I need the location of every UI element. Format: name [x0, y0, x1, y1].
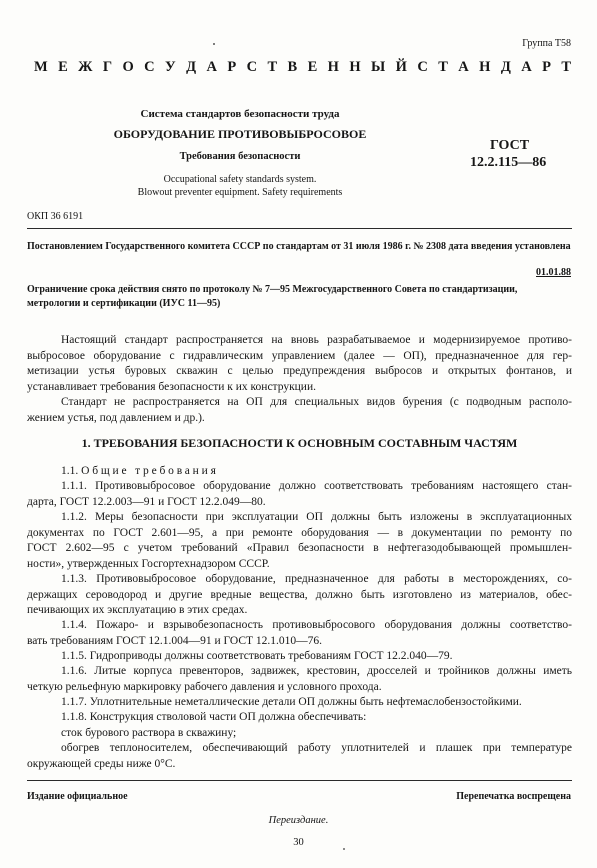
official-edition-label: Издание официальное	[27, 791, 128, 802]
text-line: обогрев теплоносителем, обеспечивающий работу уплотнителей и плашек при температуре	[61, 742, 572, 754]
scan-speck	[343, 848, 345, 850]
section-heading: 1. ТРЕБОВАНИЯ БЕЗОПАСНОСТИ К ОСНОВНЫМ СОСТАВНЫМ ЧАСТЯМ	[81, 436, 518, 450]
text-line: Стандарт не распространяется на ОП для специальных видов бурения (с подводным располо-	[61, 396, 572, 408]
document-title: ОБОРУДОВАНИЕ ПРОТИВОВЫБРОСОВОЕ	[113, 127, 367, 141]
subsection-heading	[27, 464, 572, 480]
text-line: жением устья, под давлением и др.).	[27, 411, 205, 424]
clause-1-1-1	[27, 479, 572, 510]
text-line: ности», утвержденных Госгортехнадзором СССР.	[27, 557, 270, 570]
gost-label: ГОСТ	[490, 138, 530, 153]
standard-type-word-1: М Е Ж Г О С У Д А Р С Т В Е Н Н Ы Й	[34, 59, 407, 75]
text-line: 1.1.3. Противовыбросовое оборудование, предназначенное для работы в месторождениях, со-	[61, 573, 572, 585]
text-line: документах по ГОСТ 2.601—95, а при ремонте оборудования — в документации по ремонту по	[27, 526, 572, 539]
system-name: Система стандартов безопасности труда	[140, 108, 340, 120]
text-line: 1.1.4. Пожаро- и взрывобезопасность противовыбросового оборудования должны соответство-	[61, 619, 572, 631]
standard-type-heading	[34, 59, 571, 76]
page-number: 30	[293, 837, 304, 848]
clause-1-1-2	[27, 510, 572, 572]
text-line: выбросовое оборудование с гидравлическим управлением (далее — ОП), предназначенное для гер-	[27, 349, 572, 362]
standard-type-word-2: С Т А Н Д А Р Т	[417, 59, 571, 75]
text-line: сток бурового раствора в скважину;	[61, 727, 237, 739]
clause-item-heating	[27, 741, 572, 772]
clause-1-1-8	[27, 710, 572, 726]
text-line: 1.1.7. Уплотнительные неметаллические детали ОП должны быть нефтемаслобензостойкими.	[61, 696, 522, 708]
subsection-title: Общие требования	[81, 465, 219, 477]
text-line: 1.1.1. Противовыбросовое оборудование должно соответствовать требованиям настоящего стан-	[61, 480, 572, 492]
text-line: метизации устья буровых скважин с целью предупреждения выбросов и открытых фонтанов, и	[27, 365, 572, 377]
effective-date: 01.01.88	[536, 267, 571, 278]
clause-1-1-4	[27, 618, 572, 649]
text-line: 1.1.5. Гидроприводы должны соответствовать требованиям ГОСТ 12.2.040—79.	[61, 650, 453, 662]
text-line: вать требованиям ГОСТ 12.1.004—91 и ГОСТ 12.1.010—76.	[27, 634, 323, 647]
divider-bottom	[27, 780, 572, 781]
english-title-line-2: Blowout preventer equipment. Safety requirements	[137, 187, 343, 198]
reprint-prohibited-label: Перепечатка воспрещена	[456, 791, 571, 802]
text-line: держащих сероводород и другие вредные вещества, должно быть изготовлено из материалов, обес-	[27, 588, 572, 601]
english-title-line-1: Occupational safety standards system.	[163, 174, 317, 185]
intro-paragraph-2	[27, 395, 572, 426]
intro-paragraph-1	[27, 333, 572, 395]
text-line: 1.1.6. Литые корпуса превенторов, задвижек, крестовин, дросселей и тройников должны иметь	[61, 665, 572, 677]
clause-1-1-3	[27, 572, 572, 619]
subsection-number: 1.1.	[61, 465, 79, 477]
text-line: дарта, ГОСТ 12.2.003—91 и ГОСТ 12.2.049—80.	[27, 495, 266, 508]
okp-code: ОКП 36 6191	[27, 211, 84, 222]
decree-text: Постановлением Государственного комитета СССР по стандартам от 31 июля 1986 г. № 2308 дата введения установлена	[27, 241, 571, 252]
text-line: устанавливает требования безопасности к их конструкции.	[27, 380, 316, 393]
text-line: Настоящий стандарт распространяется на вновь разрабатываемое и модернизируемое противо-	[61, 334, 572, 346]
clause-1-1-7	[27, 695, 572, 711]
divider-top	[27, 228, 572, 229]
limitation-text: Ограничение срока действия снято по протоколу № 7—95 Межгосударственного Совета по стандартизации, метрологии и сертификации (ИУС 11—95)	[27, 284, 518, 309]
text-line: окружающей среды ниже 0°С.	[27, 757, 176, 770]
clause-1-1-6	[27, 664, 572, 695]
clause-1-1-5	[27, 649, 572, 665]
document-subtitle: Требования безопасности	[179, 151, 301, 162]
reissue-label: Переиздание.	[268, 815, 329, 826]
group-code: Группа Т58	[522, 38, 571, 49]
scan-speck	[213, 43, 215, 45]
text-line: 1.1.2. Меры безопасности при эксплуатации ОП должны быть изложены в эксплуатационных	[61, 511, 572, 523]
text-line: ГОСТ 2.602—95 с учетом требований «Правил безопасности в нефтегазодобывающей промышлен-	[27, 542, 572, 554]
clause-item-drain	[27, 726, 572, 742]
text-line: 1.1.8. Конструкция стволовой части ОП должна обеспечивать:	[61, 711, 367, 723]
gost-number: 12.2.115—86	[470, 155, 547, 170]
text-line: печивающих их эксплуатацию в этих средах.	[27, 604, 248, 616]
text-line: четкую рельефную маркировку рабочего давления и условного прохода.	[27, 680, 382, 693]
